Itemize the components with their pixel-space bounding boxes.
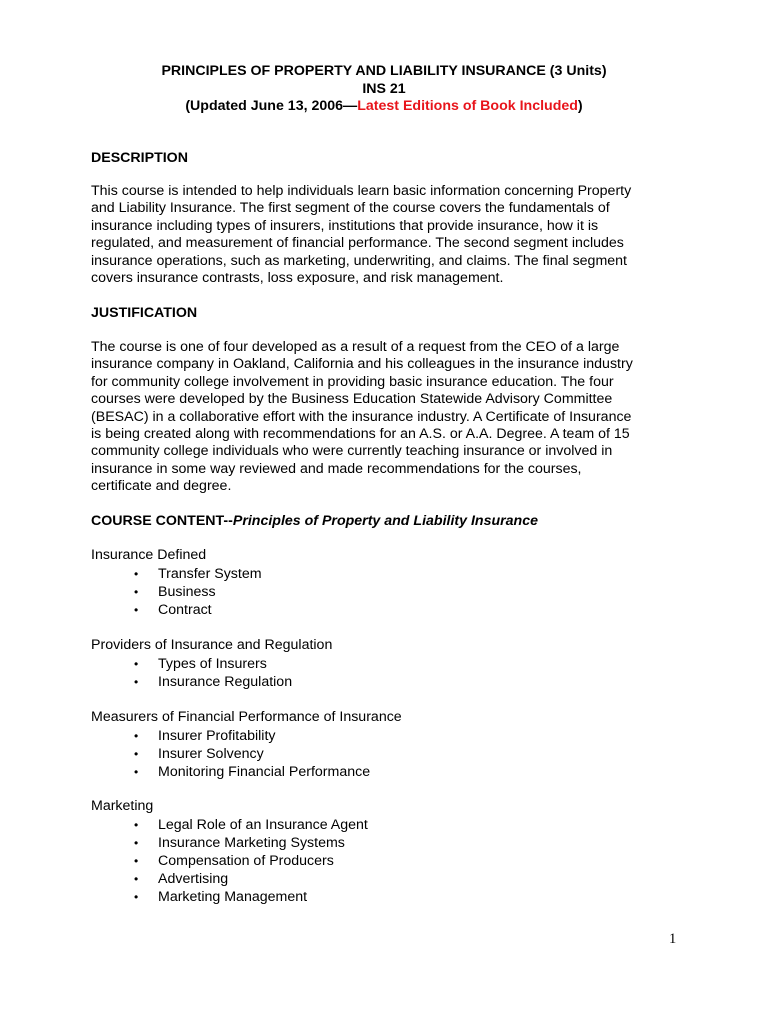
description-line: This course is intended to help individuals learn basic information concerning Property xyxy=(91,183,632,199)
update-note xyxy=(0,98,768,116)
list-item xyxy=(91,583,262,601)
course-content-heading-prefix: COURSE CONTENT-- xyxy=(91,513,233,529)
description-line: regulated, and measurement of financial performance. The second segment includes xyxy=(91,235,624,252)
list-item xyxy=(91,816,368,834)
description-paragraph xyxy=(91,183,691,287)
list-item-text: Monitoring Financial Performance xyxy=(158,763,371,780)
topic-section xyxy=(91,798,368,906)
course-content-heading xyxy=(91,513,538,531)
list-item-text: Advertising xyxy=(158,871,229,888)
bullet-icon: • xyxy=(134,566,139,581)
justification-line: for community college involvement in providing basic insurance education. The four xyxy=(91,373,614,390)
update-note-prefix: (Updated June 13, 2006— xyxy=(185,98,358,114)
list-item xyxy=(91,565,262,583)
justification-line: The course is one of four developed as a result of a request from the CEO of a large xyxy=(91,339,620,355)
list-item xyxy=(91,888,368,906)
list-item-text: Business xyxy=(158,583,216,600)
course-content-heading-subject: Principles of Property and Liability Insurance xyxy=(232,513,538,529)
list-item-text: Insurer Profitability xyxy=(158,727,276,744)
list-item-text: Contract xyxy=(158,601,212,618)
bullet-icon: • xyxy=(134,853,139,868)
justification-heading: JUSTIFICATION xyxy=(91,305,198,321)
list-item-text: Compensation of Producers xyxy=(158,852,334,869)
list-item-text: Insurance Marketing Systems xyxy=(158,834,345,851)
bullet-icon: • xyxy=(134,764,139,779)
bullet-icon: • xyxy=(134,835,139,850)
list-item-text: Types of Insurers xyxy=(158,655,267,672)
list-item-text: Insurance Regulation xyxy=(158,673,293,690)
topic-title: Providers of Insurance and Regulation xyxy=(91,637,333,653)
justification-line: courses were developed by the Business Education Statewide Advisory Committee xyxy=(91,391,613,408)
bullet-icon: • xyxy=(134,817,139,832)
list-item-text: Legal Role of an Insurance Agent xyxy=(158,816,368,833)
justification-paragraph xyxy=(91,339,691,496)
list-item xyxy=(91,727,402,745)
list-item xyxy=(91,601,262,619)
topic-bullet-list xyxy=(91,655,332,691)
topic-bullet-list xyxy=(91,816,368,907)
description-line: insurance including types of insurers, institutions that provide insurance, how it is xyxy=(91,217,599,234)
topic-bullet-list xyxy=(91,565,262,620)
topic-section xyxy=(91,547,262,619)
bullet-icon: • xyxy=(134,890,139,905)
page-number: 1 xyxy=(669,931,677,947)
list-item xyxy=(91,655,332,673)
topic-section xyxy=(91,709,402,781)
update-note-highlight: Latest Editions of Book Included xyxy=(357,98,578,114)
topic-section xyxy=(91,637,332,691)
topic-title: Marketing xyxy=(91,798,154,814)
description-heading: DESCRIPTION xyxy=(91,150,188,166)
bullet-icon: • xyxy=(134,674,139,689)
justification-line: insurance in some way reviewed and made recommendations for the courses, xyxy=(91,460,582,477)
topic-title: Insurance Defined xyxy=(91,547,207,563)
list-item xyxy=(91,673,332,691)
description-line: insurance operations, such as marketing, underwriting, and claims. The final segment xyxy=(91,252,627,269)
list-item-text: Transfer System xyxy=(158,565,262,582)
list-item-text: Insurer Solvency xyxy=(158,745,264,762)
description-line: and Liability Insurance. The first segment of the course covers the fundamentals of xyxy=(91,200,610,217)
justification-line: insurance company in Oakland, California and his colleagues in the insurance industry xyxy=(91,356,633,373)
course-title: PRINCIPLES OF PROPERTY AND LIABILITY INSURANCE (3 Units) xyxy=(161,63,607,79)
justification-line: (BESAC) in a collaborative effort with the insurance industry. A Certificate of Insurance xyxy=(91,408,632,425)
topic-title: Measurers of Financial Performance of Insurance xyxy=(91,709,402,725)
justification-line: is being created along with recommendations for an A.S. or A.A. Degree. A team of 15 xyxy=(91,426,630,443)
list-item xyxy=(91,852,368,870)
course-code: INS 21 xyxy=(362,80,406,97)
bullet-icon: • xyxy=(134,872,139,887)
bullet-icon: • xyxy=(134,746,139,761)
list-item-text: Marketing Management xyxy=(158,889,308,906)
bullet-icon: • xyxy=(134,656,139,671)
justification-line: community college individuals who were currently teaching insurance or involved in xyxy=(91,443,613,460)
update-note-suffix: ) xyxy=(577,98,583,114)
document-header xyxy=(0,63,768,116)
bullet-icon: • xyxy=(134,584,139,599)
description-line: covers insurance contrasts, loss exposure, and risk management. xyxy=(91,270,504,287)
list-item xyxy=(91,834,368,852)
list-item xyxy=(91,870,368,888)
justification-line: certificate and degree. xyxy=(91,478,232,495)
bullet-icon: • xyxy=(134,728,139,743)
list-item xyxy=(91,745,402,763)
list-item xyxy=(91,763,402,781)
topic-bullet-list xyxy=(91,727,402,782)
bullet-icon: • xyxy=(134,602,139,617)
